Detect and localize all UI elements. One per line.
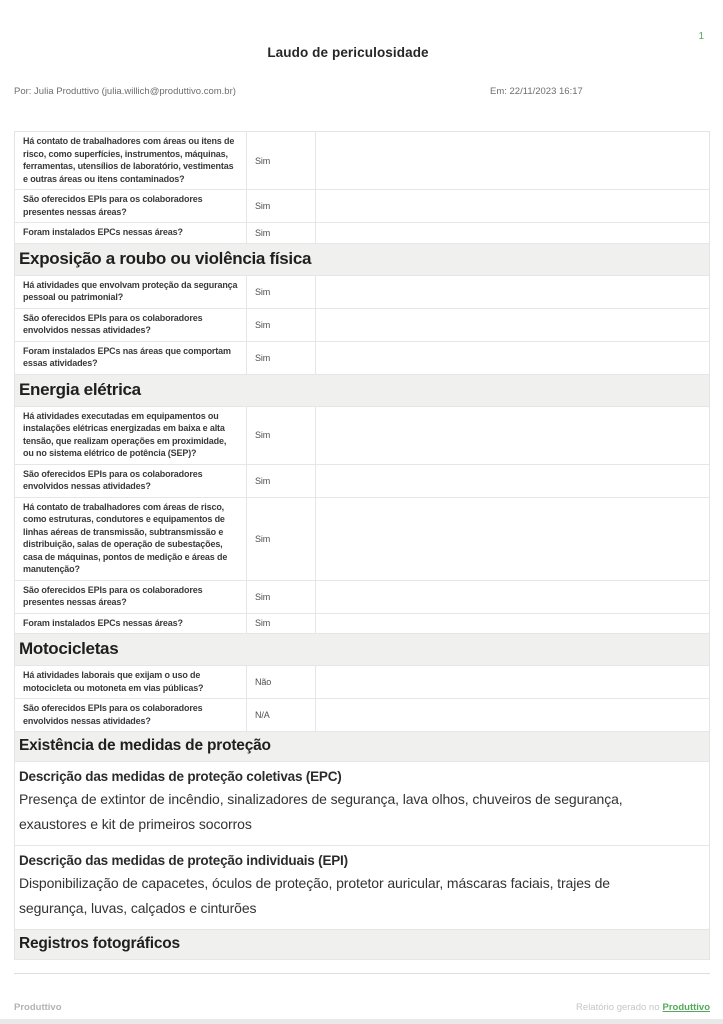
- question-cell: Foram instalados EPCs nessas áreas?: [23, 617, 183, 628]
- section-heading: Existência de medidas de proteção: [19, 737, 271, 754]
- qa-row: [15, 342, 709, 375]
- question-cell: São oferecidos EPIs para os colaboradores envolvidos nessas atividades?: [23, 468, 203, 491]
- answer-cell: Sim: [246, 498, 316, 580]
- question-cell: Há atividades que envolvam proteção da segurança pessoal ou patrimonial?: [23, 279, 238, 302]
- photo-area-divider: [14, 973, 710, 974]
- qa-row: [15, 581, 709, 614]
- notes-cell: [316, 614, 709, 634]
- answer-cell: N/A: [246, 699, 316, 731]
- answer-cell: Sim: [246, 465, 316, 497]
- qa-row: [15, 132, 709, 190]
- qa-row: [15, 407, 709, 465]
- report-body-table: [14, 131, 710, 960]
- qa-row: [15, 276, 709, 309]
- qa-row: [15, 223, 709, 244]
- description-block: [15, 762, 709, 846]
- notes-cell: [316, 699, 709, 731]
- section-heading: Exposição a roubo ou violência física: [19, 248, 312, 268]
- question-cell: Há contato de trabalhadores com áreas ou itens de risco, como superfícies, instrumentos, máquinas, ferramentas, utensílios de laboratório, vestimentas e outras áreas ou itens contaminados?: [23, 136, 235, 184]
- section-heading-band: [15, 732, 709, 762]
- qa-row: [15, 699, 709, 732]
- section-heading: Registros fotográficos: [19, 935, 180, 952]
- description-title: Descrição das medidas de proteção coletivas (EPC): [19, 769, 342, 784]
- notes-cell: [316, 407, 709, 464]
- answer-cell: Sim: [246, 309, 316, 341]
- qa-row: [15, 190, 709, 223]
- description-block: [15, 846, 709, 930]
- question-cell: Foram instalados EPCs nas áreas que comportam essas atividades?: [23, 345, 231, 368]
- qa-row: [15, 614, 709, 635]
- question-cell: São oferecidos EPIs para os colaboradores presentes nessas áreas?: [23, 194, 203, 217]
- footer-brand: Produttivo: [14, 1002, 62, 1013]
- description-title: Descrição das medidas de proteção individuais (EPI): [19, 853, 348, 868]
- footer-credit-text: Relatório gerado no: [576, 1002, 660, 1013]
- description-text: Disponibilização de capacetes, óculos de proteção, protetor auricular, máscaras faciais, trajes de segurança, luvas, calçados e cinturões: [19, 875, 610, 916]
- notes-cell: [316, 465, 709, 497]
- question-cell: Há contato de trabalhadores com áreas de risco, como estruturas, condutores e equipamentos de linhas aéreas de transmissão, subtransmissão e distribuição, salas de operação de subestações, casa de máquinas, pontos de medição e áreas de manutenção?: [23, 501, 228, 574]
- answer-cell: Sim: [246, 581, 316, 613]
- question-cell: São oferecidos EPIs para os colaboradores envolvidos nessas atividades?: [23, 312, 203, 335]
- question-cell: Há atividades laborais que exijam o uso de motocicleta ou motoneta em vias públicas?: [23, 670, 204, 693]
- qa-row: [15, 498, 709, 581]
- section-heading-band: [15, 634, 709, 666]
- section-heading: Energia elétrica: [19, 379, 141, 399]
- answer-cell: Não: [246, 666, 316, 698]
- answer-cell: Sim: [246, 190, 316, 222]
- answer-cell: Sim: [246, 223, 316, 243]
- author-line: Por: Julia Produttivo (julia.willich@produttivo.com.br): [14, 86, 236, 97]
- notes-cell: [316, 498, 709, 580]
- section-heading-band: [15, 244, 709, 276]
- section-heading-band: [15, 930, 709, 960]
- answer-cell: Sim: [246, 276, 316, 308]
- notes-cell: [316, 666, 709, 698]
- notes-cell: [316, 132, 709, 189]
- notes-cell: [316, 223, 709, 243]
- page-bottom-edge: [0, 1019, 723, 1024]
- report-meta: [0, 86, 723, 100]
- notes-cell: [316, 276, 709, 308]
- notes-cell: [316, 342, 709, 374]
- page-number: 1: [698, 31, 704, 42]
- question-cell: Há atividades executadas em equipamentos ou instalações elétricas energizadas em baixa e alta tensão, que realizam operações em proximidade, ou no sistema elétrico de potência (SEP)?: [23, 410, 227, 458]
- qa-row: [15, 465, 709, 498]
- question-cell: São oferecidos EPIs para os colaboradores presentes nessas áreas?: [23, 584, 203, 607]
- question-cell: São oferecidos EPIs para os colaboradores envolvidos nessas atividades?: [23, 703, 203, 726]
- answer-cell: Sim: [246, 342, 316, 374]
- footer-credit: [576, 1002, 710, 1013]
- report-title: Laudo de periculosidade: [267, 45, 429, 60]
- notes-cell: [316, 581, 709, 613]
- answer-cell: Sim: [246, 614, 316, 634]
- answer-cell: Sim: [246, 407, 316, 464]
- datetime-line: Em: 22/11/2023 16:17: [490, 86, 583, 97]
- section-heading-band: [15, 375, 709, 407]
- notes-cell: [316, 190, 709, 222]
- footer-produttivo-link[interactable]: Produttivo: [662, 1002, 710, 1013]
- qa-row: [15, 309, 709, 342]
- section-heading: Motocicletas: [19, 639, 119, 658]
- page-footer: [14, 1002, 710, 1013]
- description-text: Presença de extintor de incêndio, sinalizadores de segurança, lava olhos, chuveiros de segurança, exaustores e kit de primeiros socorros: [19, 791, 623, 832]
- question-cell: Foram instalados EPCs nessas áreas?: [23, 227, 183, 237]
- notes-cell: [316, 309, 709, 341]
- qa-row: [15, 666, 709, 699]
- answer-cell: Sim: [246, 132, 316, 189]
